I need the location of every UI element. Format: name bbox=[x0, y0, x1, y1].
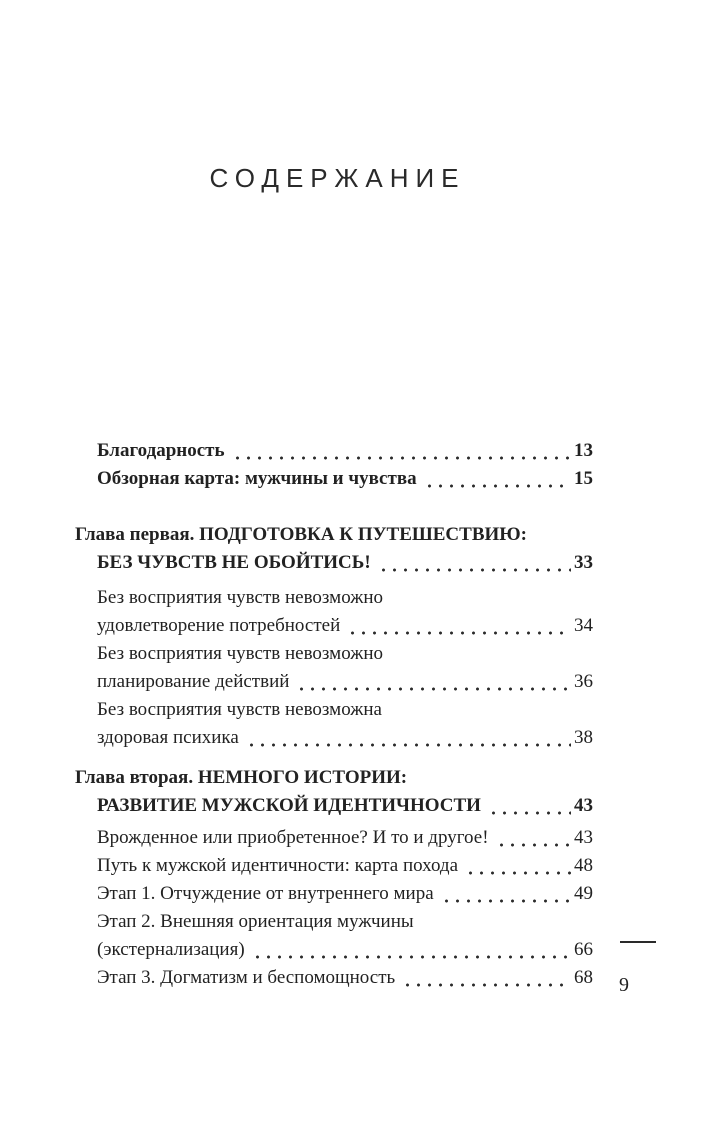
toc-entry-label: Этап 1. Отчуждение от внутреннего мира bbox=[97, 883, 434, 904]
toc-entry-line bbox=[97, 908, 593, 936]
toc-entry-label: здоровая психика bbox=[97, 727, 239, 748]
page-title: СОДЕРЖАНИЕ bbox=[209, 163, 466, 193]
toc-entry-page: 43 bbox=[574, 795, 593, 816]
toc-entry-page: 66 bbox=[574, 939, 593, 960]
toc-entry-line bbox=[97, 696, 593, 724]
toc-entry bbox=[75, 696, 593, 752]
dot-leader bbox=[465, 871, 571, 875]
toc-entry bbox=[75, 640, 593, 696]
toc-entry-label: Путь к мужской идентичности: карта похода bbox=[97, 855, 458, 876]
toc-entry-label: Глава первая. ПОДГОТОВКА К ПУТЕШЕСТВИЮ: bbox=[75, 524, 528, 545]
dot-leader bbox=[232, 456, 571, 460]
toc-entry-page: 33 bbox=[574, 552, 593, 573]
toc-entry-label: Глава вторая. НЕМНОГО ИСТОРИИ: bbox=[75, 767, 408, 788]
toc-chapter-items bbox=[75, 584, 593, 752]
page-number: 9 bbox=[619, 974, 629, 996]
toc-entry-page: 68 bbox=[574, 967, 593, 988]
toc-entry-label: удовлетворение потребностей bbox=[97, 615, 341, 636]
toc-entry-label: Без восприятия чувств невозможно bbox=[97, 587, 384, 608]
toc-entry-page: 38 bbox=[574, 727, 593, 748]
toc-chapter-line bbox=[75, 521, 593, 549]
dot-leader bbox=[402, 983, 571, 987]
toc-entry-label: Без восприятия чувств невозможно bbox=[97, 643, 384, 664]
toc-entry-label: Без восприятия чувств невозможна bbox=[97, 699, 382, 720]
toc-chapter-line bbox=[97, 792, 593, 820]
toc-entry-page: 48 bbox=[574, 855, 593, 876]
toc-entry-page: 34 bbox=[574, 615, 593, 636]
toc-entry-line bbox=[97, 640, 593, 668]
dot-leader bbox=[347, 631, 571, 635]
toc-entry bbox=[97, 824, 593, 852]
dot-leader bbox=[296, 687, 571, 691]
dot-leader bbox=[378, 568, 571, 572]
toc-entry bbox=[75, 908, 593, 964]
toc-entry-label: БЕЗ ЧУВСТВ НЕ ОБОЙТИСЬ! bbox=[97, 552, 371, 573]
toc-entry-page: 13 bbox=[574, 440, 593, 461]
dot-leader bbox=[252, 955, 571, 959]
toc-entry-line bbox=[97, 584, 593, 612]
table-of-contents bbox=[75, 437, 593, 992]
toc-entry-label: планирование действий bbox=[97, 671, 290, 692]
toc-entry-line bbox=[97, 612, 593, 640]
toc-entry bbox=[97, 465, 593, 493]
dot-leader bbox=[441, 899, 571, 903]
dot-leader bbox=[424, 484, 571, 488]
toc-entry-label: Врожденное или приобретенное? И то и другое! bbox=[97, 827, 489, 848]
toc-chapter-heading bbox=[75, 764, 593, 820]
toc-chapter-line bbox=[75, 764, 593, 792]
footer-rule bbox=[620, 941, 656, 943]
toc-entry-label: (экстернализация) bbox=[97, 939, 245, 960]
toc-entry-label: Этап 2. Внешняя ориентация мужчины bbox=[97, 911, 414, 932]
toc-entry-page: 15 bbox=[574, 468, 593, 489]
dot-leader bbox=[496, 843, 571, 847]
dot-leader bbox=[246, 743, 571, 747]
toc-entry-line bbox=[97, 724, 593, 752]
toc-entry-label: Благодарность bbox=[97, 440, 225, 461]
toc-entry-page: 43 bbox=[574, 827, 593, 848]
toc-entry bbox=[97, 437, 593, 465]
toc-entry-page: 49 bbox=[574, 883, 593, 904]
toc-chapter-items bbox=[75, 824, 593, 992]
dot-leader bbox=[488, 811, 571, 815]
toc-entry-page: 36 bbox=[574, 671, 593, 692]
toc-chapter-heading bbox=[75, 521, 593, 577]
toc-entry bbox=[97, 852, 593, 880]
toc-entry-label: РАЗВИТИЕ МУЖСКОЙ ИДЕНТИЧНОСТИ bbox=[97, 795, 481, 816]
toc-entry-label: Обзорная карта: мужчины и чувства bbox=[97, 468, 417, 489]
toc-entry-line bbox=[97, 668, 593, 696]
toc-entry-label: Этап 3. Догматизм и беспомощность bbox=[97, 967, 396, 988]
toc-entry-line bbox=[97, 936, 593, 964]
toc-entry bbox=[75, 584, 593, 640]
toc-entry bbox=[97, 880, 593, 908]
toc-entry bbox=[97, 964, 593, 992]
toc-chapter-line bbox=[97, 549, 593, 577]
